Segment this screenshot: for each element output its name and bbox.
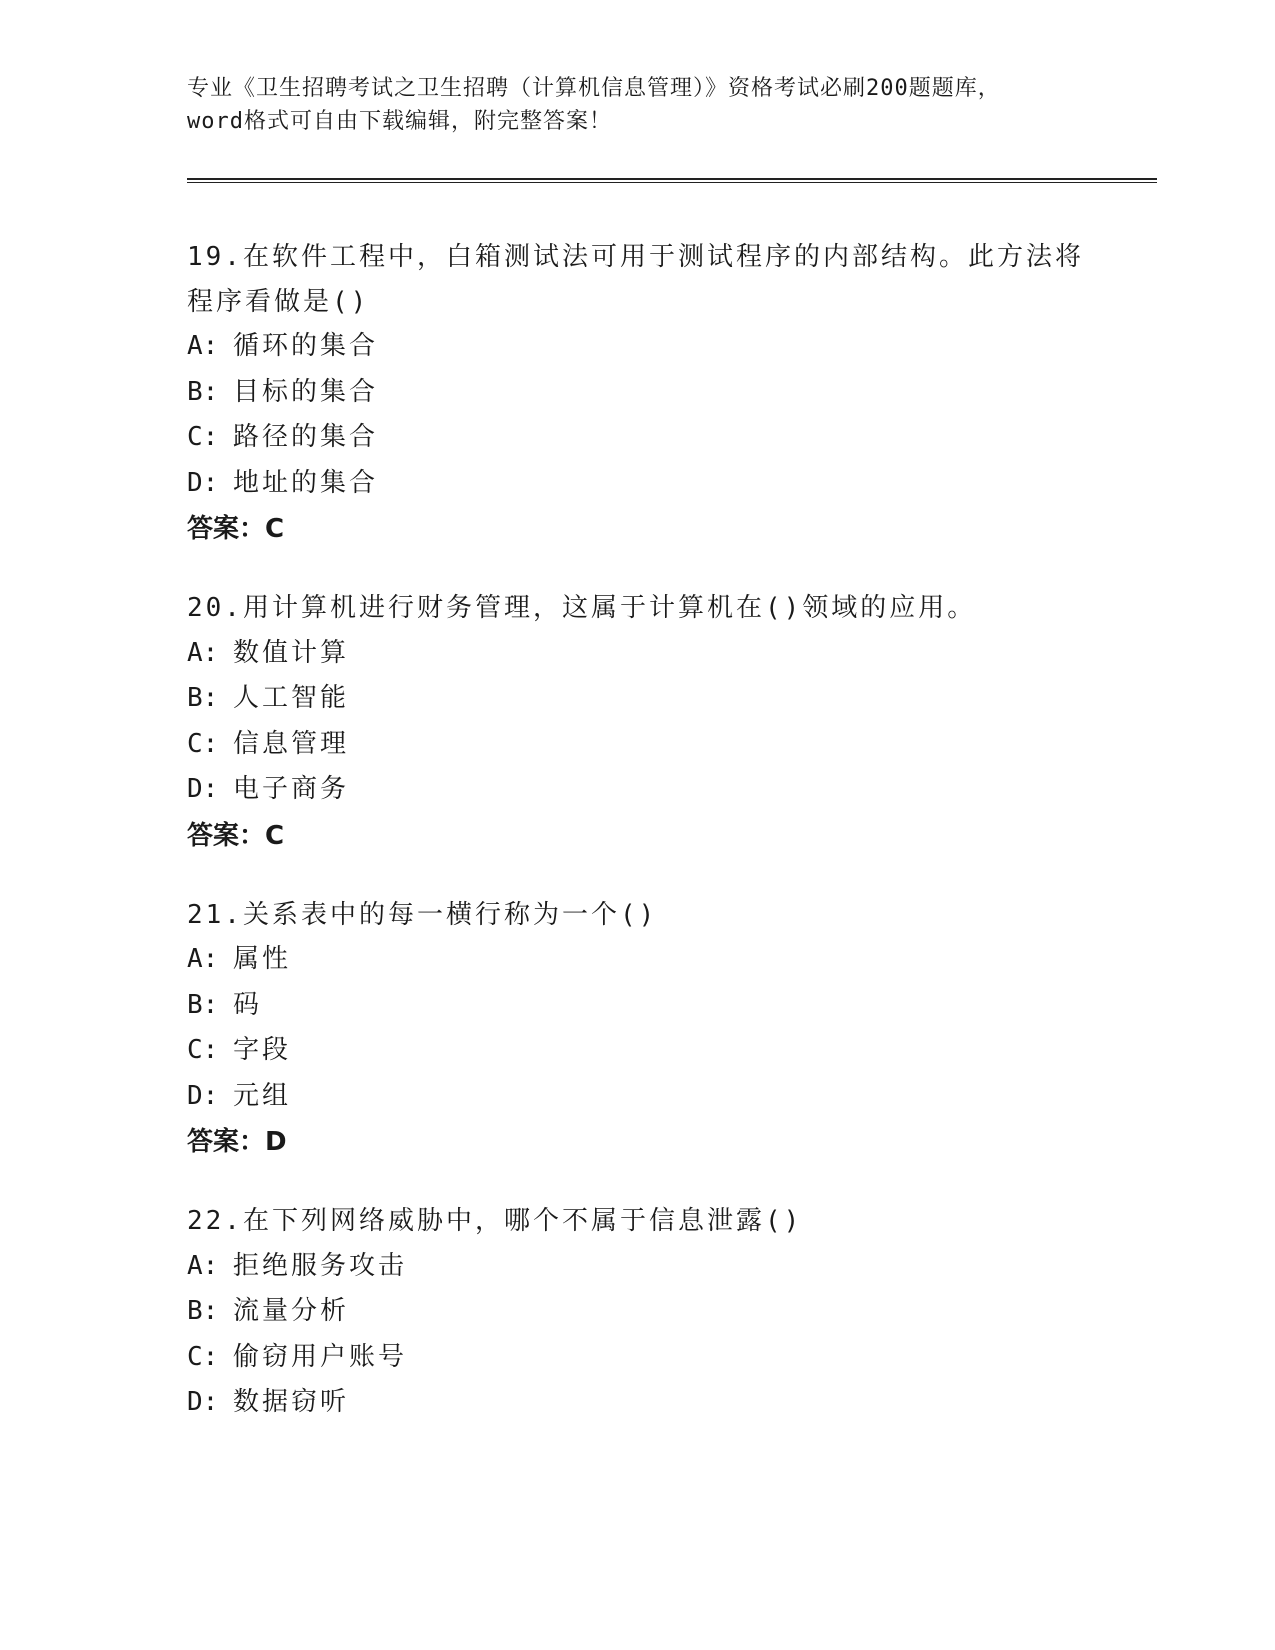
- option-label: B:: [187, 376, 219, 407]
- option-label: C:: [187, 1341, 219, 1372]
- option-text: 偷窃用户账号: [233, 1341, 408, 1372]
- option-label: D:: [187, 774, 219, 804]
- question-20: [187, 586, 1157, 859]
- option-text: 元组: [233, 1080, 292, 1111]
- question-21: [187, 893, 1157, 1166]
- option-label: A:: [187, 637, 219, 668]
- option-d: [187, 1074, 1157, 1120]
- option-text: 流量分析: [233, 1296, 350, 1326]
- option-label: B:: [187, 989, 219, 1020]
- question-text: 19.在软件工程中，白箱测试法可用于测试程序的内部结构。此方法将程序看做是(): [187, 242, 1084, 317]
- option-text: 数据窃听: [233, 1387, 350, 1417]
- option-d: [187, 461, 1157, 507]
- option-a: [187, 324, 1157, 370]
- answer-line: 答案：C: [187, 820, 285, 851]
- option-text: 属性: [233, 944, 292, 974]
- option-c: [187, 1335, 1157, 1381]
- option-label: D:: [187, 1080, 219, 1111]
- option-label: B:: [187, 683, 219, 713]
- option-text: 人工智能: [233, 683, 350, 713]
- question-19: [187, 235, 1157, 552]
- option-c: [187, 722, 1157, 768]
- option-d: [187, 1380, 1157, 1426]
- option-text: 目标的集合: [233, 376, 379, 407]
- option-c: [187, 1028, 1157, 1074]
- option-text: 数值计算: [233, 637, 350, 668]
- option-label: C:: [187, 422, 219, 452]
- option-label: A:: [187, 331, 219, 361]
- option-text: 地址的集合: [233, 467, 379, 498]
- option-a: [187, 1244, 1157, 1290]
- option-b: [187, 370, 1157, 416]
- header-line-2: word格式可自由下载编辑，附完整答案！: [187, 109, 612, 134]
- option-text: 电子商务: [233, 774, 350, 804]
- option-text: 字段: [233, 1035, 292, 1065]
- option-text: 码: [233, 989, 263, 1020]
- question-list: [187, 235, 1157, 1460]
- option-text: 拒绝服务攻击: [233, 1250, 408, 1281]
- option-label: A:: [187, 944, 219, 974]
- header-line-1: 专业《卫生招聘考试之卫生招聘（计算机信息管理）》资格考试必刷200题题库，: [187, 76, 1001, 101]
- question-text: 20.用计算机进行财务管理，这属于计算机在()领域的应用。: [187, 593, 977, 623]
- option-text: 循环的集合: [233, 331, 379, 361]
- option-a: [187, 631, 1157, 677]
- answer-line: 答案：D: [187, 1127, 287, 1157]
- option-label: C:: [187, 1035, 219, 1065]
- option-d: [187, 767, 1157, 813]
- option-text: 路径的集合: [233, 422, 379, 452]
- option-a: [187, 937, 1157, 983]
- option-label: C:: [187, 728, 219, 759]
- answer-line: 答案：C: [187, 514, 285, 544]
- option-b: [187, 983, 1157, 1029]
- question-text: 21.关系表中的每一横行称为一个(): [187, 899, 658, 930]
- question-22: [187, 1199, 1157, 1426]
- option-label: A:: [187, 1250, 219, 1281]
- option-b: [187, 676, 1157, 722]
- option-b: [187, 1289, 1157, 1335]
- document-header: [187, 72, 1107, 138]
- question-text: 22.在下列网络威胁中，哪个不属于信息泄露(): [187, 1206, 803, 1236]
- option-text: 信息管理: [233, 728, 350, 759]
- option-label: B:: [187, 1296, 219, 1326]
- option-c: [187, 415, 1157, 461]
- option-label: D:: [187, 467, 219, 498]
- header-divider: [187, 178, 1157, 183]
- option-label: D:: [187, 1387, 219, 1417]
